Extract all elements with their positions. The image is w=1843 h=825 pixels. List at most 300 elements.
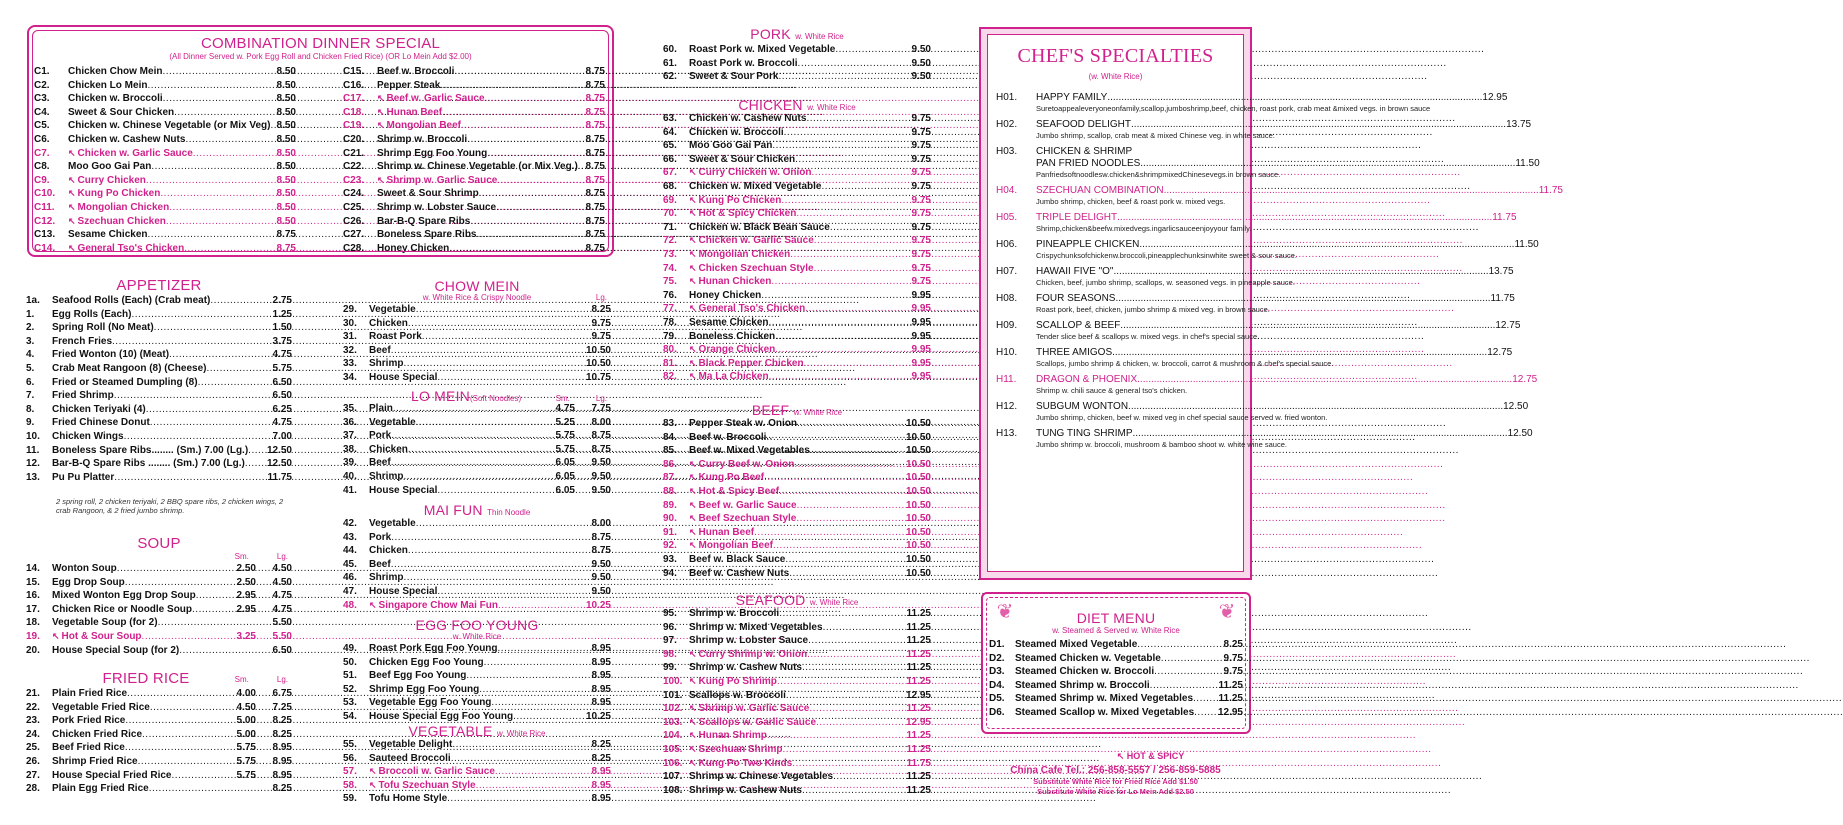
item-number: 2. — [26, 322, 35, 334]
item-number: 1. — [26, 308, 35, 320]
item-price: 4.75 — [272, 349, 292, 361]
item-name: Curry Beef w. Onion — [698, 458, 795, 470]
item-number: 27. — [26, 769, 40, 781]
item-name: Beef w. Black Sauce — [689, 553, 786, 565]
menu-item — [26, 376, 292, 390]
item-name: Vegetable Delight — [369, 739, 453, 750]
item-name: Vegetable Egg Foo Young — [369, 697, 492, 709]
item-number: 62. — [663, 71, 677, 83]
item-number: 84. — [663, 431, 677, 443]
item-number: 63. — [663, 113, 677, 124]
chefs-specialties-list — [988, 92, 1563, 449]
item-title-row — [1036, 212, 1517, 224]
menu-item — [26, 589, 292, 603]
menu-item — [663, 166, 931, 180]
item-number: 30. — [343, 317, 357, 329]
item-name: Beef — [369, 457, 391, 469]
beef-list — [663, 417, 931, 580]
pepper-icon: ↖ — [689, 344, 697, 355]
item-name: Sweet & Sour Chicken — [689, 153, 796, 165]
dot-leader — [393, 402, 549, 416]
item-price-small: 6.05 — [555, 470, 575, 482]
item-number: 5. — [26, 362, 35, 374]
item-name: Beef w. Garlic Sauce — [386, 93, 485, 105]
menu-item — [663, 661, 931, 675]
item-price: 9.75 — [911, 235, 931, 247]
item-name: Hot & Sour Soup — [61, 630, 142, 642]
pepper-icon: ↖ — [689, 743, 697, 754]
item-name: PINEAPPLE CHICKEN — [1036, 239, 1140, 250]
item-description: Crispychunksofchickenw.broccoli,pineapplechunksinwhite sweet & sour sauce. — [1036, 251, 1297, 260]
item-name: Kung Po Chicken — [698, 194, 782, 206]
dot-leader — [769, 370, 912, 384]
chef-specialty-item — [988, 293, 1515, 314]
dot-leader — [833, 770, 906, 784]
item-price: 8.75 — [591, 545, 611, 557]
item-name: Shrimp w. Garlic Sauce — [698, 703, 810, 715]
soup-sizes — [26, 552, 292, 562]
item-number: D2. — [989, 652, 1005, 664]
item-price: 8.75 — [585, 161, 605, 173]
item-number: 13. — [26, 471, 40, 483]
item-number: 95. — [663, 608, 677, 619]
item-body — [1036, 266, 1514, 287]
lo-mein-list — [343, 402, 611, 497]
item-number: 39. — [343, 457, 357, 469]
item-name: Roast Pork w. Mixed Vegetable — [689, 44, 836, 55]
menu-item — [343, 683, 611, 697]
item-title-row — [1036, 119, 1531, 131]
item-number: 68. — [663, 180, 677, 192]
pepper-icon: ↖ — [369, 599, 377, 610]
item-number: 46. — [343, 572, 357, 584]
menu-item — [663, 607, 931, 621]
item-number: 7. — [26, 390, 35, 402]
item-price: 8.95 — [591, 766, 611, 778]
dot-leader — [487, 147, 585, 161]
item-price: 8.50 — [276, 174, 296, 186]
item-name: Shrimp w. Cashew Nuts — [689, 662, 802, 674]
menu-item — [663, 302, 931, 316]
item-name: Mixed Wonton Egg Drop Soup — [52, 590, 196, 602]
dot-leader — [773, 539, 906, 553]
item-number: 65. — [663, 140, 677, 152]
menu-item — [663, 370, 931, 384]
menu-item — [343, 558, 611, 572]
menu-item — [343, 738, 611, 752]
item-number: 28. — [26, 783, 40, 795]
dot-leader — [210, 294, 272, 308]
menu-item — [343, 696, 611, 710]
dot-leader — [408, 443, 549, 457]
item-number: 14. — [26, 563, 40, 574]
dot-leader — [179, 644, 230, 658]
lo-mein-sm-label: Sm. — [555, 394, 570, 403]
dot-leader — [169, 348, 273, 362]
chef-specialty-item — [988, 347, 1513, 368]
item-name: Shrimp w. Broccoli — [377, 133, 468, 145]
item-price-large: 5.50 — [272, 617, 292, 629]
menu-item — [343, 147, 605, 161]
item-price: 8.50 — [276, 106, 296, 118]
item-price: 8.50 — [276, 188, 296, 200]
menu-item — [343, 792, 611, 806]
lo-mein-sub: (Soft Noodles) — [469, 394, 522, 403]
dot-leader — [802, 784, 907, 798]
item-number: 42. — [343, 518, 357, 529]
item-number: 101. — [663, 689, 683, 701]
item-price-large: 4.75 — [272, 603, 292, 615]
item-name: Chicken Teriyaki (4) — [52, 403, 146, 415]
item-number: C8. — [34, 161, 50, 173]
item-title-row — [1036, 293, 1515, 305]
item-number: C23. — [343, 174, 365, 186]
item-name: Plain Egg Fried Rice — [52, 783, 149, 795]
pepper-icon: ↖ — [689, 499, 697, 510]
menu-item — [663, 770, 931, 784]
item-code: H13. — [996, 428, 1018, 439]
item-name: Hunan Shrimp — [698, 730, 767, 742]
item-number: 51. — [343, 670, 357, 682]
item-price: 9.75 — [911, 208, 931, 220]
dot-leader — [114, 389, 273, 403]
item-body — [1036, 119, 1531, 140]
dot-leader — [150, 701, 230, 715]
item-price: 8.75 — [276, 242, 296, 254]
menu-item — [343, 544, 611, 558]
item-name: Sauteed Broccoli — [369, 752, 451, 764]
dot-leader — [806, 112, 911, 126]
footer — [979, 751, 1252, 797]
item-name: Mongolian Beef — [386, 120, 461, 132]
item-price: 11.75 — [1490, 293, 1515, 304]
menu-item — [26, 471, 292, 485]
pepper-icon: ↖ — [689, 167, 697, 178]
pepper-icon: ↖ — [689, 540, 697, 551]
dot-leader — [114, 471, 267, 485]
item-name: Plain — [369, 403, 393, 414]
chefs-specialties-sub: (w. White Rice) — [1088, 72, 1143, 81]
item-price: 11.25 — [906, 675, 931, 687]
item-name: Beef — [369, 344, 391, 356]
item-price: 9.95 — [911, 303, 931, 315]
item-price-large: 9.50 — [591, 484, 611, 496]
item-price: 9.75 — [911, 221, 931, 233]
menu-item — [26, 430, 292, 444]
pepper-icon: ↖ — [68, 242, 76, 253]
item-price-large: 6.75 — [272, 688, 292, 699]
item-price-large: 4.50 — [272, 576, 292, 588]
item-price: 8.50 — [276, 201, 296, 213]
item-price: 10.50 — [905, 499, 931, 511]
dot-leader — [127, 687, 230, 701]
menu-item — [663, 57, 931, 71]
fried-rice-sm-label: Sm. — [234, 675, 249, 684]
item-body — [1036, 212, 1517, 233]
dot-leader — [416, 517, 592, 531]
item-price: 9.75 — [591, 317, 611, 329]
item-price: 8.50 — [276, 215, 296, 227]
item-name: Seafood Rolls (Each) (Crab meat) — [52, 295, 211, 306]
pepper-icon: ↖ — [689, 248, 697, 259]
item-price-small: 5.75 — [236, 769, 256, 781]
item-price: 9.75 — [1223, 652, 1243, 664]
dot-leader — [461, 119, 586, 133]
pepper-icon: ↖ — [68, 201, 76, 212]
dot-leader — [185, 133, 276, 147]
dot-leader — [437, 484, 549, 498]
vegetable-title: VEGETABLE — [408, 723, 493, 739]
item-name: PAN FRIED NOODLES — [1036, 158, 1141, 169]
lo-mein-title: LO MEIN — [411, 388, 470, 404]
item-price: 1.25 — [272, 308, 292, 320]
chefs-specialties-box — [979, 27, 1563, 580]
item-price: 12.95 — [1217, 706, 1243, 718]
pepper-icon: ↖ — [689, 235, 697, 246]
item-price: 8.50 — [276, 93, 296, 105]
item-name: Roast Pork — [369, 331, 422, 343]
dot-leader — [112, 335, 273, 349]
item-price: 11.25 — [906, 648, 931, 660]
substitute-note-2: Substitute White Rice for Lo Mein Add $2.50 — [1037, 787, 1194, 796]
item-price: 9.95 — [911, 316, 931, 328]
menu-item — [663, 417, 931, 431]
item-name: Shrimp w. Lobster Sauce — [377, 201, 497, 213]
dot-leader — [1137, 638, 1223, 652]
item-price: 12.95 — [905, 716, 931, 728]
item-name: Kung Po Shrimp — [698, 675, 777, 687]
item-price-small: 5.25 — [555, 416, 575, 428]
item-number: 98. — [663, 648, 677, 660]
item-number: 76. — [663, 289, 677, 301]
pepper-icon: ↖ — [689, 208, 697, 219]
dot-leader — [495, 765, 592, 779]
dot-leader — [771, 275, 911, 289]
diet-menu-box — [981, 592, 1251, 734]
item-price: 9.95 — [911, 371, 931, 383]
item-number: 60. — [663, 44, 677, 55]
menu-item — [663, 262, 931, 276]
mai-fun-title: MAI FUN — [423, 502, 483, 518]
pepper-icon: ↖ — [377, 120, 385, 131]
dot-leader — [1150, 679, 1219, 693]
item-price: 9.50 — [911, 44, 931, 55]
item-price: 9.75 — [911, 140, 931, 152]
item-name: Chicken Wings — [52, 430, 124, 442]
item-price: 9.95 — [911, 330, 931, 342]
item-price: 9.75 — [911, 180, 931, 192]
item-name: Shrimp w. Lobster Sauce — [689, 635, 809, 647]
menu-item — [663, 526, 931, 540]
item-number: 86. — [663, 458, 677, 470]
menu-item — [663, 634, 931, 648]
item-price: 9.50 — [591, 558, 611, 570]
item-number: 100. — [663, 675, 683, 687]
item-price: 9.50 — [911, 71, 931, 83]
item-body — [1036, 293, 1515, 314]
item-price: 11.75 — [906, 757, 931, 769]
chef-specialty-item — [988, 212, 1517, 233]
dot-leader — [497, 174, 585, 188]
menu-item — [343, 669, 611, 683]
item-price-small: 5.00 — [236, 728, 256, 740]
item-name: Boneless Spare Ribs........ (Sm.) 7.00 (Lg.) — [52, 444, 249, 456]
menu-item — [26, 308, 292, 322]
dot-leader — [452, 738, 591, 752]
menu-item — [663, 512, 931, 526]
dot-leader — [797, 499, 906, 513]
item-title-row — [1036, 320, 1520, 332]
item-number: C1. — [34, 66, 50, 77]
dot-leader — [1140, 158, 1515, 170]
soup-title: SOUP — [137, 535, 181, 552]
contact-line: China Cafe Tel.: 256-858-5557 / 256-859-5885 — [1010, 765, 1221, 776]
item-number: 32. — [343, 344, 357, 356]
item-name: Sesame Chicken — [689, 316, 769, 328]
item-price: 10.75 — [585, 371, 611, 383]
item-name: Chicken w. Cashew Nuts — [689, 113, 807, 124]
dot-leader — [485, 92, 586, 106]
dot-leader — [148, 228, 277, 242]
menu-item — [663, 567, 931, 581]
item-price: 9.75 — [911, 248, 931, 260]
item-name: Sweet & Sour Pork — [689, 71, 779, 83]
item-name: HAWAII FIVE "O" — [1036, 266, 1114, 277]
menu-item — [663, 743, 931, 757]
menu-item — [343, 357, 611, 371]
dot-leader — [779, 485, 906, 499]
chef-specialty-item — [988, 185, 1563, 206]
item-code: H08. — [996, 293, 1018, 304]
item-name: Scallops w. Broccoli — [689, 689, 786, 701]
item-number: C11. — [34, 201, 55, 213]
item-number: 50. — [343, 656, 357, 668]
dot-leader — [117, 562, 230, 576]
item-price: 9.95 — [911, 344, 931, 356]
menu-item — [663, 689, 931, 703]
item-price: 8.00 — [591, 518, 611, 529]
item-number: 18. — [26, 617, 40, 629]
item-number: C28. — [343, 242, 365, 254]
dot-leader — [1193, 692, 1218, 706]
item-number: C18. — [343, 106, 365, 118]
item-name: Pepper Steak w. Onion — [689, 418, 797, 429]
item-number: 20. — [26, 644, 40, 656]
item-number: 74. — [663, 262, 677, 274]
item-number: C24. — [343, 188, 365, 200]
item-price: 12.75 — [1512, 374, 1538, 385]
combination-subtitle: (All Dinner Served w. Pork Egg Roll and Chicken Fried Rice) (OR Lo Mein Add $2.00) — [169, 52, 472, 61]
item-name: Mongolian Chicken — [698, 248, 791, 260]
menu-item — [663, 112, 931, 126]
item-description: Suretoappealeveryoneonfamily,scallop,jumboshrimp,beef, chicken, roast pork, crab meat &mixed vegs. in brown sauce — [1036, 104, 1431, 113]
dot-leader — [797, 417, 906, 431]
item-price-small: 5.75 — [236, 755, 256, 767]
item-price: 8.75 — [585, 66, 605, 77]
dot-leader — [437, 585, 591, 599]
item-name: Broccoli w. Garlic Sauce — [378, 766, 495, 778]
item-name: Beef w. Cashew Nuts — [689, 567, 790, 579]
item-price: 9.75 — [591, 331, 611, 343]
menu-item — [343, 470, 611, 484]
item-number: 93. — [663, 553, 677, 565]
dot-leader — [484, 656, 592, 670]
menu-item — [26, 769, 292, 783]
item-number: C14. — [34, 242, 56, 254]
menu-item — [989, 652, 1243, 666]
menu-item — [343, 779, 611, 793]
menu-item — [34, 106, 296, 120]
pepper-icon: ↖ — [689, 371, 697, 382]
item-number: 105. — [663, 743, 683, 755]
item-title-row — [1036, 146, 1237, 158]
dot-leader — [1194, 706, 1218, 720]
dot-leader — [403, 470, 549, 484]
item-name: Kung Po Chicken — [77, 188, 161, 200]
item-price: 8.75 — [585, 201, 605, 213]
pork-header — [663, 26, 931, 44]
item-name: Beef Fried Rice — [52, 742, 125, 754]
menu-item — [343, 371, 611, 385]
item-price-large: 5.50 — [272, 630, 292, 642]
item-name: Shrimp — [369, 358, 404, 370]
item-number: 99. — [663, 662, 677, 674]
dot-leader — [163, 92, 277, 106]
chef-specialty-item — [988, 146, 1243, 158]
item-number: 48. — [343, 599, 357, 611]
item-name: Hot & Spicy Chicken — [698, 208, 797, 220]
item-body — [1036, 428, 1533, 449]
item-name: Steamed Shrimp w. Mixed Vegetables — [1015, 693, 1194, 705]
dot-leader — [391, 456, 549, 470]
item-price: 9.75 — [911, 194, 931, 206]
item-name: Shrimp w. Chinese Vegetable (or Mix Veg.) — [377, 161, 578, 173]
item-name: Shrimp w. Mixed Vegetables — [689, 621, 823, 633]
dot-leader — [403, 357, 586, 371]
menu-item — [26, 335, 292, 349]
egg-foo-young-title: EGG FOO YOUNG — [415, 617, 539, 633]
menu-item — [26, 630, 292, 644]
item-price-small: 2.95 — [236, 590, 256, 602]
dot-leader — [754, 526, 906, 540]
menu-item — [343, 330, 611, 344]
dot-leader — [1137, 374, 1512, 386]
item-title-row — [1036, 401, 1528, 413]
item-name: Roast Pork w. Broccoli — [689, 57, 798, 69]
item-number: D4. — [989, 679, 1005, 691]
item-price: 11.50 — [1515, 158, 1540, 169]
menu-item — [343, 599, 611, 613]
item-number: 35. — [343, 403, 357, 414]
item-name: Chicken — [369, 317, 408, 329]
item-number: 64. — [663, 126, 677, 138]
item-number: 36. — [343, 416, 357, 428]
item-price: 8.75 — [276, 229, 296, 241]
seafood-sub: w. White Rice — [809, 598, 859, 607]
chow-mein-title: CHOW MEIN — [434, 278, 520, 294]
item-price: 8.75 — [585, 133, 605, 145]
item-code: H12. — [996, 401, 1018, 412]
item-name: Black Pepper Chicken — [698, 357, 804, 369]
item-price: 10.50 — [585, 344, 611, 356]
beef-sub: w. White Rice — [793, 408, 843, 417]
combination-box — [27, 25, 614, 257]
item-number: 23. — [26, 715, 40, 727]
item-number: C25. — [343, 201, 365, 213]
item-code: H01. — [996, 92, 1018, 103]
item-body — [1036, 158, 1540, 179]
dot-leader — [513, 710, 586, 724]
